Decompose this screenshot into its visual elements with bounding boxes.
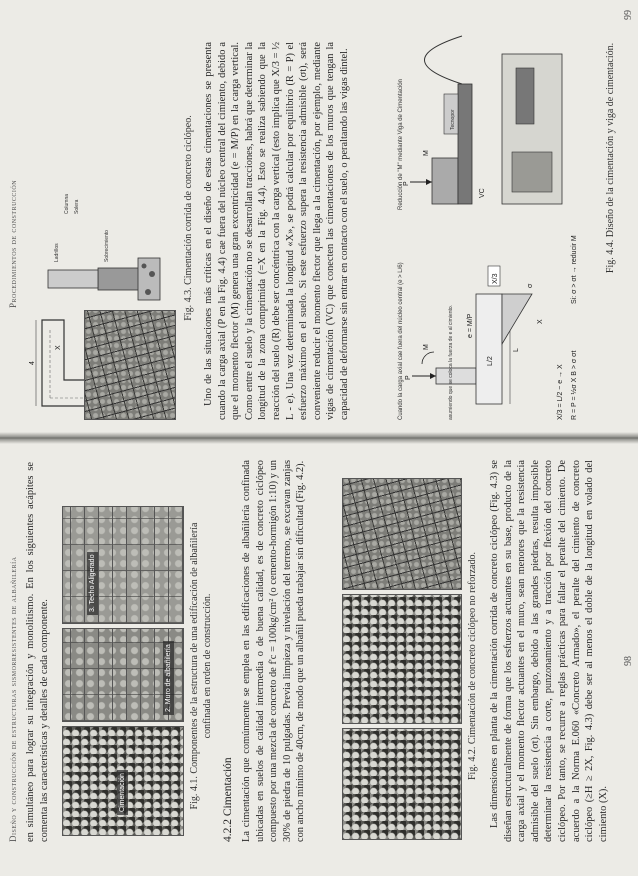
fig-4-4-title-left: Cuando la carga axial cae fuera del núcleo central (e > L/6) [398, 262, 404, 420]
beam-label: VC [479, 188, 486, 198]
formula-3: Si: σ > σt → reducir M [571, 235, 578, 304]
page-number: 98 [623, 656, 634, 666]
fig-4-1-photo-techo [62, 506, 184, 624]
photo-label: Cimentación [117, 770, 128, 815]
dimensiones-paragraph: Las dimensiones en planta de la cimentación corrida de concreto ciclópeo (Fig. 4.3) se diseñan estructuralmente de forma que los esfuerzos actuantes en su base, producto de la carga axial y el momento flector actuantes en el muro, sean menores que la resistencia admisible del suelo (σt). Sin embargo, debido a las grandes piedras, resulta imposible determinar la resistencia a corte, punzonamiento y a tracción por flexión del concreto ciclópeo. Por tanto, se recurre a reglas prácticas para fallar el peralte del cimiento. De acuerdo a la Norma E.060 «Concreto Armado», el peralte del cimiento de concreto ciclópeo (≥H ≥ 2X, Fig. 4.3) debe ser al menos el doble de la longitud en volado del cimiento (X). [489, 460, 609, 842]
fig-4-4-diagram [392, 18, 602, 424]
section-label: Sobrecimiento [104, 230, 110, 262]
section-heading: 4.2.2 Cimentación [222, 757, 234, 842]
tecnopor-label: Tecnopor [450, 109, 456, 130]
fig-4-2-photo-3 [342, 478, 462, 590]
moment-label: M [423, 150, 430, 156]
dim-label: 4 [29, 361, 36, 365]
fig-4-3-caption: Fig. 4.3. Cimentación corrida de concreto ciclópeo. [183, 115, 194, 321]
page-number: 99 [623, 10, 634, 20]
load-label: P [403, 181, 410, 186]
dim-label: L/2 [487, 356, 494, 366]
fig-4-3-photo [84, 310, 176, 420]
intro-paragraph: en simultáneo para lograr su integración y monolitismo. En los siguientes acápites se comenta las características y detalles de cada componente. [25, 462, 50, 842]
fig-4-1-caption: Fig. 4.1. Componentes de la estructura de una edificación de albañilería confinada en orden de construcción. [189, 522, 213, 810]
fig-4-2-photo-2 [342, 594, 462, 724]
fig-4-1-photo-muro [62, 628, 184, 722]
moment-label: M [423, 344, 430, 350]
photo-label: 3. Techo Aligerado [87, 552, 98, 615]
section-label: Ladrillos [54, 243, 60, 262]
dim-label: L [513, 348, 520, 352]
photo-label: 2. Muro de albañilería [163, 641, 174, 715]
section-label: Solera [74, 199, 80, 214]
right-body-paragraph: Uno de las situaciones más críticas en el diseño de estas cimentaciones se presenta cuando la carga axial (P en la Fig. 4.4) cae fuera del núcleo central del cimiento, debido a que el momento flector (M) genera una gran excentricidad (e = M/P) en la carga vertical. Como entre el suelo y la cimentación no se desarrollan tracciones, habrá que determinar la longitud de la zona comprimida (=X en la Fig. 4.4). Esto se realiza sabiendo que la reacción del suelo (R) debe ser concéntrica con la carga vertical (esto implica que X/3 = ½ L - e). Una vez determinada la longitud «X», se podrá calcular por equilibrio (R = P) el esfuerzo máximo en el suelo. Si este esfuerzo supera la resistencia admisible (σt), será conveniente reducir el momento flector que llega a la cimentación, por ejemplo, mediante vigas de cimentación (VC) que conecten las cimentaciones de los muros que tengan la capacidad de deformarse sin entrar en contacto con el suelo, o peraltando las vigas dintel. [203, 42, 350, 420]
dim-label: X [537, 319, 544, 324]
cimentacion-paragraph: La cimentación que comúnmente se emplea en las edificaciones de albañilería confinada ubicadas en suelos de calidad intermedia o de buena calidad, es de concreto ciclópeo compuesto por una mezcla de concreto de f'c = 100kg/cm² (o cemento-hormigón 1:10) y un 30% de piedra de 10 pulgadas. Previa limpieza y nivelación del terreno, se excavan zanjas con ancho mínimo de 40cm, de modo que un albañil pueda trabajar sin dificultad (Fig. 4.2). [241, 460, 307, 842]
fig-4-2-caption: Fig. 4.2. Cimentación de concreto ciclópeo no reforzado. [467, 552, 478, 780]
running-header: Diseño y construcción de estructuras sismorresistentes de albañilería [8, 556, 18, 842]
x-label: X [55, 345, 62, 350]
dim-label: X/3 [492, 273, 499, 284]
fig-4-4-figure [392, 18, 602, 424]
stress-label: σ [527, 283, 534, 288]
load-label: P [405, 375, 412, 380]
fig-4-1-photo-cimentacion [62, 726, 184, 836]
formula-2: R = P = ½σ X B > σ σt [571, 350, 578, 420]
fig-4-4-caption: Fig. 4.4. Diseño de la cimentación y viga de cimentación. [605, 42, 616, 274]
running-header: Procedimientos de construcción [8, 179, 18, 308]
section-label: Columna [64, 193, 70, 214]
formula-1: X/3 = L/2 − e → X [557, 364, 564, 420]
fig-4-2-photo-1 [342, 728, 462, 840]
fig-4-4-note: asumiendo que se coloca la fuerza de e al cimiento. [448, 304, 454, 420]
left-page [0, 438, 638, 876]
fig-4-4-title-right: Reducción de "M" mediante Viga de Cimentación [398, 79, 404, 210]
dim-label: e = M/P [467, 313, 474, 338]
